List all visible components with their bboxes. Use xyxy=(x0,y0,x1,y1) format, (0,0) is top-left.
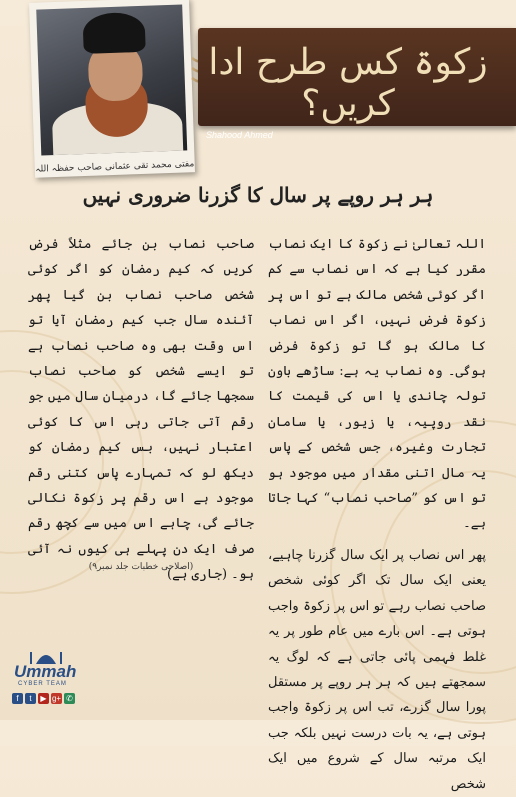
logo-subtitle: CYBER TEAM xyxy=(18,681,67,687)
article-column-left xyxy=(28,232,254,588)
ummah-logo[interactable] xyxy=(8,648,90,712)
logo-name: Ummah xyxy=(14,662,77,681)
source-reference: (اصلاحی خطبات جلد نمبر۹) xyxy=(88,562,194,572)
article-column-right xyxy=(268,232,486,797)
article-paragraph: اللہ تعالیٰ نے زکوۃ کا ایک نصاب مقرر کیا ہے کہ اس نصاب سے کم اگر کوئی شخص مالک ہے تو اس پر زکوۃ فرض نہیں، اگر اس نصاب کا مالک ہو گا تو زکوۃ فرض ہوگی۔ وہ نصاب یہ ہے: ساڑھے باون تولہ چاندی یا اس کی قیمت کا نقد روپیہ، یا زیور، یا سامان تجارت وغیرہ، جس شخص کے پاس یہ مال اتنی مقدار میں موجود ہو تو اس کو ”صاحب نصاب“ کہا جاتا ہے۔ xyxy=(268,237,486,532)
whatsapp-icon[interactable]: ✆ xyxy=(64,693,75,704)
author-photo-frame xyxy=(29,0,195,178)
article-paragraph: صاحب نصاب بن جائے مثلاً فرض کریں کہ کیم رمضان کو اگر کوئی شخص صاحب نصاب بن گیا پھر آئندہ سال جب کیم رمضان آیا تو اس وقت بھی وہ صاحب نصاب ہے تو ایسے شخص کو صاحب نصاب سمجھا جائے گا، درمیان سال میں جو رقم آتی جاتی رہی اس کا کوئی اعتبار نہیں، بس کیم رمضان کو دیکھ لو کہ تمہارے پاس کتنی رقم موجود ہے اس رقم پر زکوۃ نکالی جائے گی، چاہے اس میں سے کچھ رقم صرف ایک دن پہلے ہی کیوں نہ آئی ہو۔ (جاری ہے) xyxy=(28,237,254,583)
author-photo xyxy=(36,5,187,156)
article-heading: ہر ہر روپے پر سال کا گزرنا ضروری نہیں xyxy=(82,183,434,207)
title-banner xyxy=(198,28,516,140)
google-plus-icon[interactable]: g+ xyxy=(51,694,62,703)
banner-credit: Shahood Ahmed xyxy=(206,130,273,140)
banner-title: زکوۃ کس طرح ادا کریں؟ xyxy=(208,42,488,124)
facebook-icon[interactable]: f xyxy=(12,693,23,704)
photo-caption: مفتی محمد تقی عثمانی صاحب حفظہ اللہ xyxy=(35,159,195,175)
twitter-icon[interactable]: t xyxy=(25,693,36,704)
article-paragraph: پھر اس نصاب پر ایک سال گزرنا چاہیے، یعنی ایک سال تک اگر کوئی شخص صاحب نصاب رہے تو اس پر زکوۃ واجب ہوتی ہے۔ اس بارے میں عام طور پر یہ غلط فہمی پائی جاتی ہے کہ لوگ یہ سمجھتے ہیں کہ ہر ہر روپے پر مستقل پورا سال گزرے، تب اس پر زکوۃ واجب ہوتی ہے، یہ بات درست نہیں بلکہ جب ایک مرتبہ سال کے شروع میں ایک شخص xyxy=(268,547,486,792)
youtube-icon[interactable]: ▶ xyxy=(38,693,49,704)
